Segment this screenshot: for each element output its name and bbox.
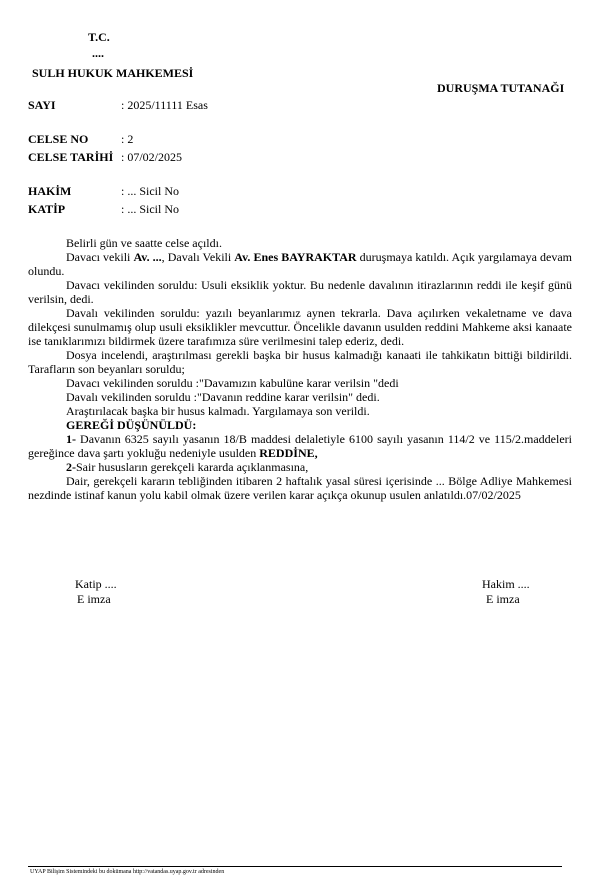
paragraph-plaintiff-statement: Davacı vekilinden soruldu: Usuli eksiklik yoktur. Bu nedenle davalının itirazlarının reddi ile keşif günü verilsin, dedi. bbox=[28, 278, 572, 306]
header-tc: T.C. bbox=[88, 30, 110, 44]
paragraph-plaintiff-final: Davacı vekilinden soruldu :"Davamızın kabulüne karar verilsin "dedi bbox=[66, 376, 399, 390]
judgment-heading: GEREĞİ DÜŞÜNÜLDÜ: bbox=[66, 418, 197, 432]
hearing-minutes-body bbox=[28, 236, 572, 502]
document-type: DURUŞMA TUTANAĞI bbox=[437, 81, 565, 95]
celse-tarihi-value: : 07/02/2025 bbox=[121, 150, 183, 164]
court-name: SULH HUKUK MAHKEMESİ bbox=[32, 66, 194, 80]
paragraph-defendant-final: Davalı vekilinden soruldu :"Davanın reddine karar verilsin" dedi. bbox=[66, 390, 380, 404]
hakim-e-signature: E imza bbox=[486, 592, 520, 606]
paragraph-defendant-statement: Davalı vekilinden soruldu: yazılı beyanlarımız aynen tekrarla. Dava açılırken vekaletname ve dava dilekçesi sunulmamış olup usuli eksiklikler mevcuttur. Öncelikle davanın usulden reddini Mahkeme aksi kanaate ise tanıklarımızı bildirmek üzere tarafımıza süre verilmesini talep ederiz, dedi. bbox=[28, 306, 572, 348]
judgment-item-1: 1- Davanın 6325 sayılı yasanın 18/B maddesi delaletiyle 6100 sayılı yasanın 114/2 ve 115/2.maddeleri gereğince dava şartı yokluğu nedeniyle usulden REDDİNE, bbox=[28, 432, 572, 460]
celse-no-value: : 2 bbox=[121, 132, 134, 146]
footer-divider bbox=[28, 866, 562, 867]
celse-tarihi-label: CELSE TARİHİ bbox=[28, 150, 114, 164]
paragraph-opening: Belirli gün ve saatte celse açıldı. bbox=[66, 236, 222, 250]
celse-no-label: CELSE NO bbox=[28, 132, 89, 146]
footer-uyap-notice: UYAP Bilişim Sistemindeki bu dokümana http://vatandas.uyap.gov.tr adresinden bbox=[30, 869, 225, 875]
paragraph-trial-closed: Araştırılacak başka bir husus kalmadı. Yargılamaya son verildi. bbox=[66, 404, 370, 418]
katip-e-signature: E imza bbox=[77, 592, 111, 606]
hakim-signature-name: Hakim .... bbox=[482, 577, 530, 591]
sayi-label: SAYI bbox=[28, 98, 56, 112]
sayi-value: : 2025/11111 Esas bbox=[121, 98, 208, 112]
hakim-label: HAKİM bbox=[28, 184, 72, 198]
katip-value: : ... Sicil No bbox=[121, 202, 180, 216]
hakim-value: : ... Sicil No bbox=[121, 184, 180, 198]
paragraph-appeal-notice: Dair, gerekçeli kararın tebliğinden itibaren 2 haftalık yasal süresi içerisinde ... Bölge Adliye Mahkemesi nezdinde istinaf kanun yolu kabil olmak üzere verilen karar açıkça okunup usulen anlatıldı.07/02/2025 bbox=[28, 474, 572, 502]
judgment-item-2: 2-Sair hususların gerekçeli kararda açıklanmasına, bbox=[66, 460, 309, 474]
header-dots: .... bbox=[92, 46, 104, 60]
paragraph-attendance: Davacı vekili Av. ..., Davalı Vekili Av. Enes BAYRAKTAR duruşmaya katıldı. Açık yargılamaya devam olundu. bbox=[28, 250, 572, 278]
katip-signature-name: Katip .... bbox=[75, 577, 117, 591]
paragraph-file-review: Dosya incelendi, araştırılması gerekli başka bir husus kalmadığı kanaati ile tahkikatın bittiği bildirildi. Tarafların son beyanları soruldu; bbox=[28, 348, 572, 376]
katip-label: KATİP bbox=[28, 202, 66, 216]
